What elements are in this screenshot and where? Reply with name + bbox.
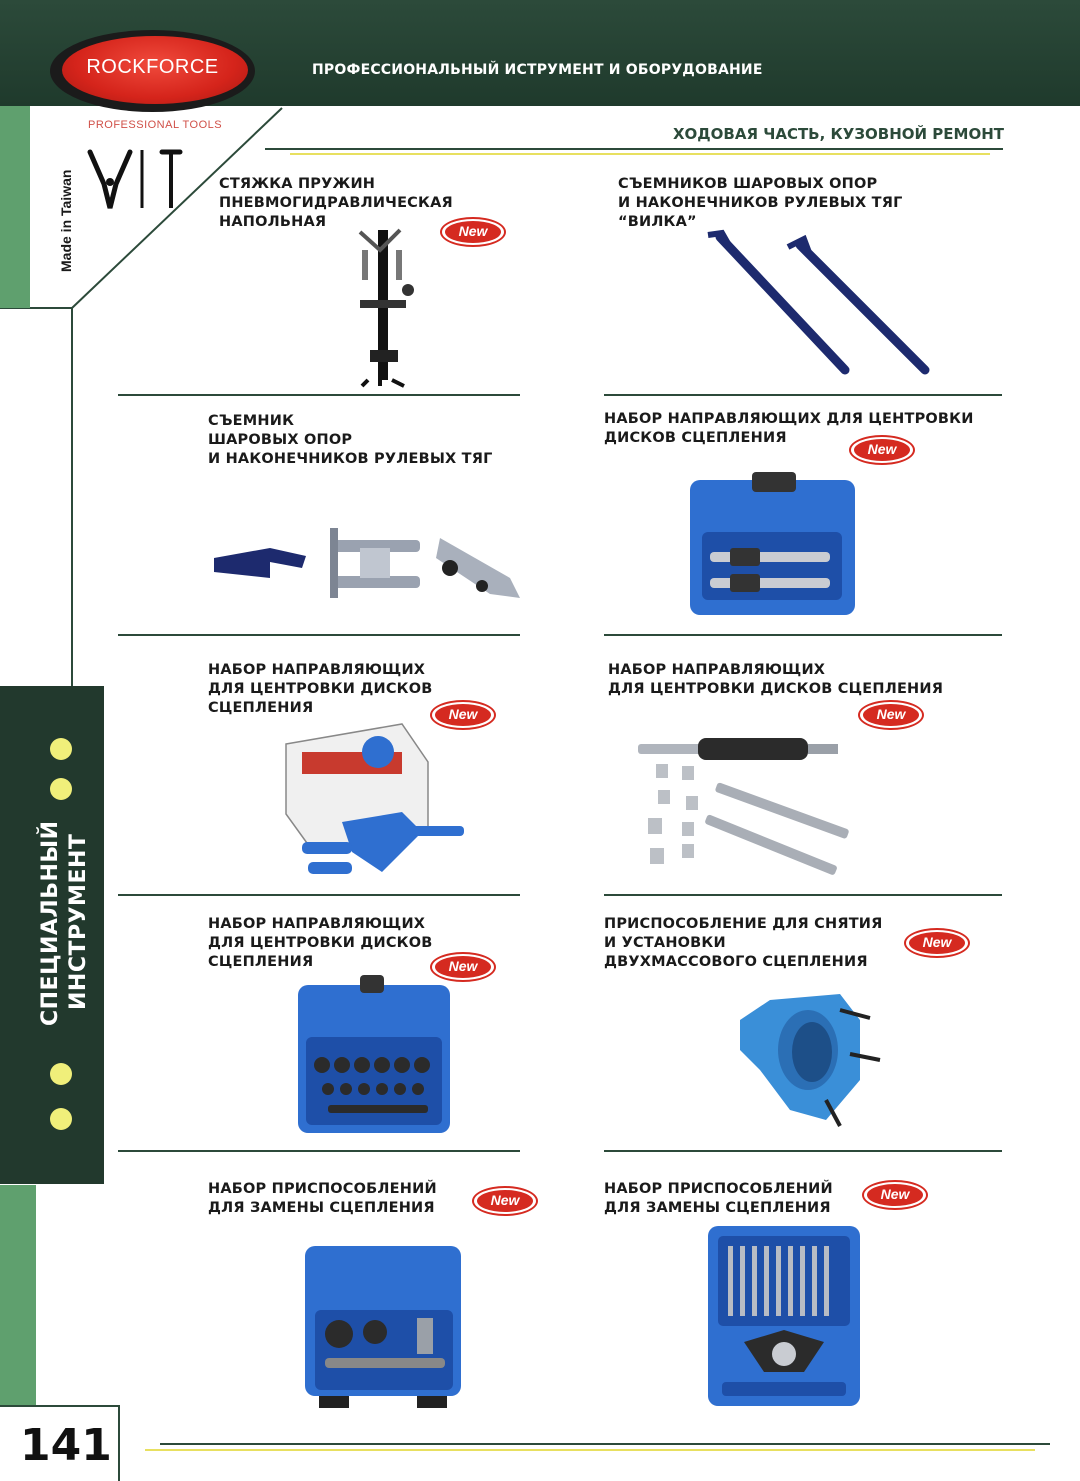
divider [118, 1150, 520, 1152]
product-title: СЪЕМНИКОВ ШАРОВЫХ ОПОР И НАКОНЕЧНИКОВ РУЛЕВЫХ ТЯГ “ВИЛКА” [618, 176, 903, 230]
product-title: НАБОР НАПРАВЛЯЮЩИХ ДЛЯ ЦЕНТРОВКИ ДИСКОВ СЦЕПЛЕНИЯ [608, 662, 944, 697]
clutch-replacement-kit-icon [708, 1222, 863, 1408]
fork-puller-icon [700, 225, 940, 375]
new-badge: New [904, 928, 970, 958]
product-title: ПРИСПОСОБЛЕНИЕ ДЛЯ СНЯТИЯ И УСТАНОВКИ ДВУХМАССОВОГО СЦЕПЛЕНИЯ [604, 916, 883, 970]
clutch-guide-case-icon [690, 472, 860, 617]
spring-compressor-icon [340, 220, 440, 390]
divider [118, 394, 520, 396]
decor-dot [50, 1108, 72, 1130]
product-title: СЪЕМНИК ШАРОВЫХ ОПОР И НАКОНЕЧНИКОВ РУЛЕВЫХ ТЯГ [208, 413, 493, 467]
divider [118, 1405, 120, 1481]
product-title: НАБОР НАПРАВЛЯЮЩИХ ДЛЯ ЦЕНТРОВКИ ДИСКОВ СЦЕПЛЕНИЯ [208, 916, 433, 970]
new-badge: New [430, 952, 496, 982]
new-badge: New [430, 700, 496, 730]
divider [118, 894, 520, 896]
product-title: НАБОР НАПРАВЛЯЮЩИХ ДЛЯ ЦЕНТРОВКИ ДИСКОВ СЦЕПЛЕНИЯ [604, 411, 974, 446]
hand-tools-icon [86, 148, 186, 212]
new-badge: New [862, 1180, 928, 1210]
section-title: ХОДОВАЯ ЧАСТЬ, КУЗОВНОЙ РЕМОНТ [672, 125, 1004, 143]
product-title: НАБОР ПРИСПОСОБЛЕНИЙ ДЛЯ ЗАМЕНЫ СЦЕПЛЕНИЯ [208, 1181, 437, 1216]
page-number: 141 [20, 1420, 112, 1471]
new-badge: New [858, 700, 924, 730]
decor-dot [50, 738, 72, 760]
divider [604, 894, 1002, 896]
decor-dot [50, 778, 72, 800]
decor-dot [50, 1063, 72, 1085]
divider [604, 394, 1002, 396]
clutch-arbor-set-icon [638, 738, 868, 878]
new-badge: New [849, 435, 915, 465]
dual-mass-tool-icon [730, 990, 890, 1130]
ball-joint-puller-icon [210, 528, 530, 608]
divider [118, 634, 520, 636]
made-in-label: Made in Taiwan [58, 169, 74, 272]
divider [265, 148, 1003, 150]
divider [145, 1449, 1035, 1451]
clutch-replacement-case-icon [305, 1240, 465, 1408]
side-accent-bottom [0, 1185, 36, 1405]
new-badge: New [440, 217, 506, 247]
divider [160, 1443, 1050, 1445]
product-title: СТЯЖКА ПРУЖИН ПНЕВМОГИДРАВЛИЧЕСКАЯ НАПОЛЬНАЯ [219, 176, 453, 230]
divider [604, 634, 1002, 636]
product-title: НАБОР НАПРАВЛЯЮЩИХ ДЛЯ ЦЕНТРОВКИ ДИСКОВ СЦЕПЛЕНИЯ [208, 662, 433, 716]
header-tagline: ПРОФЕССИОНАЛЬНЫЙ ИСТРУМЕНТ И ОБОРУДОВАНИЕ [312, 62, 763, 78]
divider [604, 1150, 1002, 1152]
product-title: НАБОР ПРИСПОСОБЛЕНИЙ ДЛЯ ЗАМЕНЫ СЦЕПЛЕНИЯ [604, 1181, 833, 1216]
new-badge: New [472, 1186, 538, 1216]
divider [0, 1405, 120, 1407]
divider [290, 153, 990, 155]
rockforce-logo: ROCKFORCE [50, 30, 255, 112]
side-category-title: СПЕЦИАЛЬНЫЙ ИНСТРУМЕНТ [38, 820, 91, 1026]
logo-subtitle: PROFESSIONAL TOOLS [88, 119, 223, 131]
clutch-alignment-box-icon [282, 722, 472, 882]
side-accent-top [0, 106, 30, 308]
clutch-socket-case-icon [298, 975, 453, 1135]
